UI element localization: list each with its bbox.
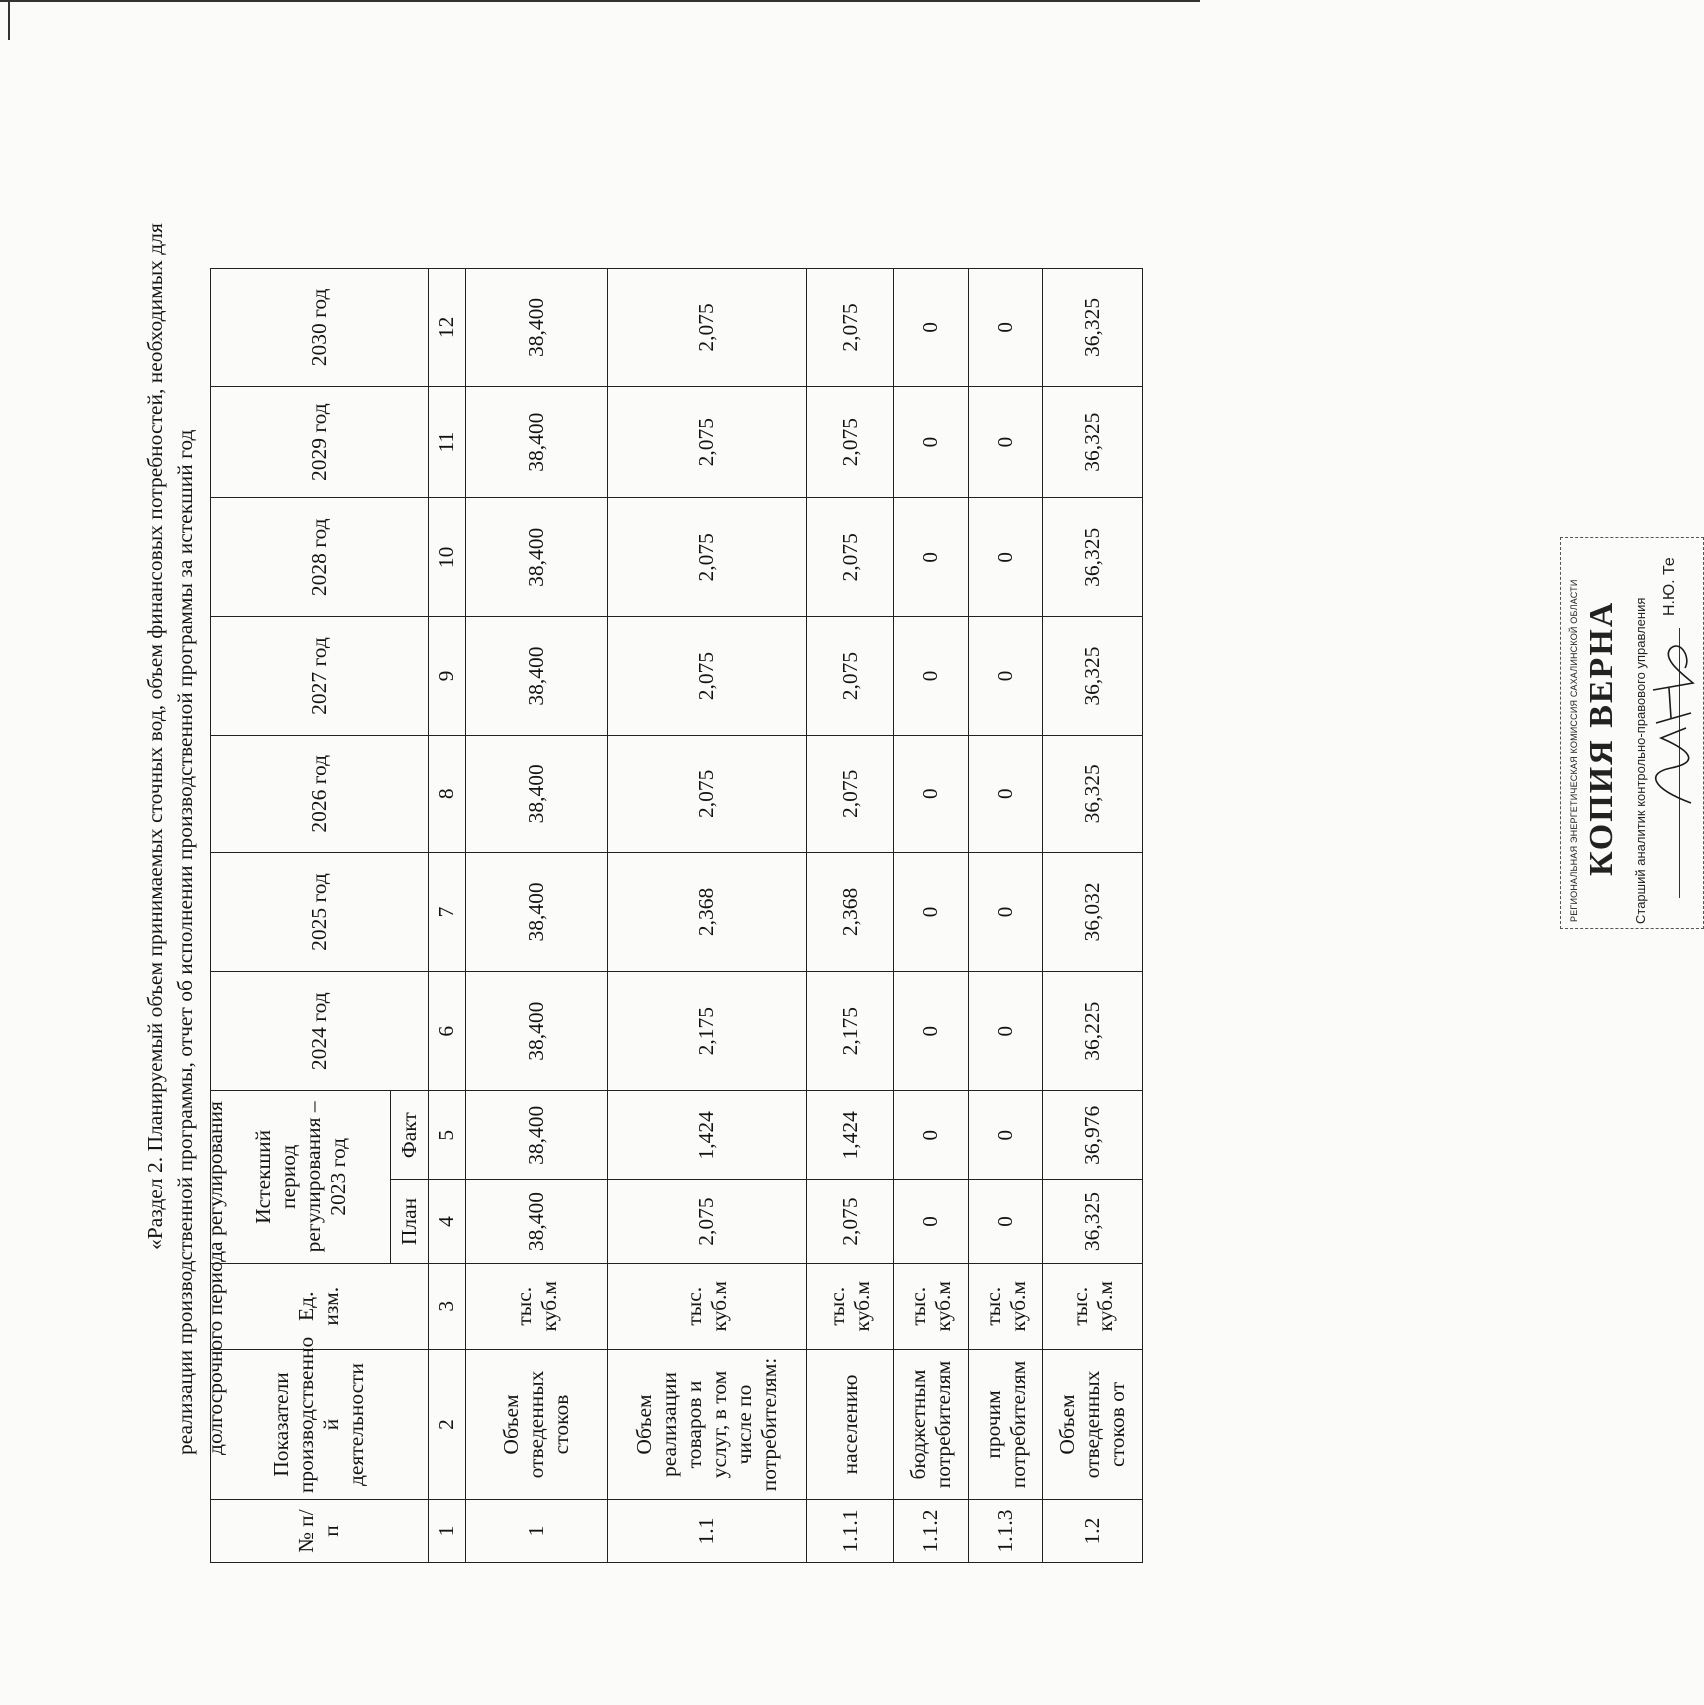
row-value: 2,175: [607, 972, 806, 1091]
col-number: 4: [428, 1180, 465, 1263]
row-value: 0: [894, 386, 969, 498]
heading-line-2: реализации производственной программы, отчет об исполнении производственной программы за истекший год: [173, 429, 197, 1455]
stamp-org: РЕГИОНАЛЬНАЯ ЭНЕРГЕТИЧЕСКАЯ КОМИССИЯ САХАЛИНСКОЙ ОБЛАСТИ: [1569, 579, 1579, 922]
row-value: 0: [968, 972, 1043, 1091]
column-numbers-row: [428, 269, 465, 1563]
row-value: 38,400: [466, 498, 608, 617]
col-number: 2: [428, 1349, 465, 1499]
row-value: 36,325: [1043, 1180, 1143, 1263]
col-number: 8: [428, 735, 465, 852]
row-indicator: бюджетным потребителям: [894, 1349, 969, 1499]
table-body: [466, 269, 1143, 1563]
stamp-name: Н.Ю. Те: [1661, 557, 1678, 616]
header-indicator: Показатели производственно й деятельности: [211, 1349, 429, 1499]
row-value: 2,075: [607, 1180, 806, 1263]
row-value: 36,225: [1043, 972, 1143, 1091]
row-value: 36,976: [1043, 1091, 1143, 1180]
signature-icon: [1641, 628, 1701, 808]
certification-stamp: [1560, 537, 1704, 929]
stamp-title: КОПИЯ ВЕРНА: [1583, 600, 1620, 876]
row-value: 38,400: [466, 1091, 608, 1180]
col-number: 7: [428, 852, 465, 972]
row-num: 1.1.1: [807, 1500, 894, 1563]
header-num: № п/п: [211, 1500, 429, 1563]
header-2029: 2029 год: [211, 386, 429, 498]
row-value: 0: [968, 386, 1043, 498]
row-value: 0: [968, 269, 1043, 387]
row-value: 0: [968, 735, 1043, 852]
row-value: 2,075: [807, 269, 894, 387]
col-number: 5: [428, 1091, 465, 1180]
row-value: 2,368: [607, 852, 806, 972]
header-past-period: Истекший период регулирования – 2023 год: [211, 1091, 391, 1264]
header-2028: 2028 год: [211, 498, 429, 617]
row-value: 1,424: [607, 1091, 806, 1180]
header-fact: Факт: [391, 1091, 428, 1180]
row-value: 2,075: [607, 617, 806, 736]
row-value: 0: [968, 617, 1043, 736]
table-row: [607, 269, 806, 1563]
row-unit: тыс. куб.м: [607, 1263, 806, 1349]
row-value: 2,075: [807, 617, 894, 736]
col-number: 9: [428, 617, 465, 736]
row-indicator: прочим потребителям: [968, 1349, 1043, 1499]
row-unit: тыс. куб.м: [968, 1263, 1043, 1349]
header-2025: 2025 год: [211, 852, 429, 972]
row-value: 2,075: [807, 498, 894, 617]
row-value: 0: [894, 269, 969, 387]
row-value: 1,424: [807, 1091, 894, 1180]
header-2024: 2024 год: [211, 972, 429, 1091]
col-number: 10: [428, 498, 465, 617]
row-value: 38,400: [466, 617, 608, 736]
row-value: 36,032: [1043, 852, 1143, 972]
row-value: 0: [968, 1180, 1043, 1263]
col-number: 3: [428, 1263, 465, 1349]
header-unit: Ед. изм.: [211, 1263, 429, 1349]
col-number: 1: [428, 1500, 465, 1563]
row-value: 0: [894, 498, 969, 617]
row-unit: тыс. куб.м: [466, 1263, 608, 1349]
row-indicator: Объем отведенных стоков от: [1043, 1349, 1143, 1499]
row-value: 0: [968, 852, 1043, 972]
row-value: 2,075: [607, 735, 806, 852]
row-value: 0: [894, 617, 969, 736]
row-value: 0: [968, 1091, 1043, 1180]
production-program-table: [210, 268, 1143, 1563]
table-row: [1043, 269, 1143, 1563]
header-row: [211, 269, 391, 1563]
row-value: 36,325: [1043, 386, 1143, 498]
row-num: 1.1.3: [968, 1500, 1043, 1563]
header-plan: План: [391, 1180, 428, 1263]
row-value: 2,175: [807, 972, 894, 1091]
row-value: 38,400: [466, 735, 608, 852]
stamp-position: Старший аналитик контрольно-правового управления: [1633, 597, 1648, 924]
col-number: 12: [428, 269, 465, 387]
table-row: [807, 269, 894, 1563]
table-row: [968, 269, 1043, 1563]
col-number: 6: [428, 972, 465, 1091]
row-unit: тыс. куб.м: [1043, 1263, 1143, 1349]
row-value: 2,075: [607, 269, 806, 387]
row-unit: тыс. куб.м: [894, 1263, 969, 1349]
row-indicator: населению: [807, 1349, 894, 1499]
row-value: 38,400: [466, 852, 608, 972]
header-2026: 2026 год: [211, 735, 429, 852]
row-indicator: Объем отведенных стоков: [466, 1349, 608, 1499]
row-value: 2,075: [807, 735, 894, 852]
table-row: [894, 269, 969, 1563]
row-value: 38,400: [466, 386, 608, 498]
row-num: 1: [466, 1500, 608, 1563]
row-value: 2,075: [607, 386, 806, 498]
heading-line-3: долгосрочного периода регулирования: [203, 1101, 227, 1455]
row-value: 2,075: [807, 386, 894, 498]
row-value: 36,325: [1043, 269, 1143, 387]
heading-line-1: «Раздел 2. Планируемый объем принимаемых сточных вод, объем финансовых потребностей, необходимых для: [143, 223, 167, 1250]
row-value: 0: [894, 735, 969, 852]
table-row: [466, 269, 608, 1563]
row-value: 38,400: [466, 269, 608, 387]
row-value: 0: [894, 1180, 969, 1263]
row-value: 0: [894, 1091, 969, 1180]
row-num: 1.2: [1043, 1500, 1143, 1563]
row-unit: тыс. куб.м: [807, 1263, 894, 1349]
row-value: 36,325: [1043, 617, 1143, 736]
header-2027: 2027 год: [211, 617, 429, 736]
header-2030: 2030 год: [211, 269, 429, 387]
row-num: 1.1.2: [894, 1500, 969, 1563]
row-value: 2,368: [807, 852, 894, 972]
row-indicator: Объем реализации товаров и услуг, в том числе по потребителям:: [607, 1349, 806, 1499]
row-value: 2,075: [807, 1180, 894, 1263]
row-num: 1.1: [607, 1500, 806, 1563]
row-value: 38,400: [466, 1180, 608, 1263]
row-value: 0: [894, 972, 969, 1091]
row-value: 2,075: [607, 498, 806, 617]
row-value: 0: [894, 852, 969, 972]
row-value: 38,400: [466, 972, 608, 1091]
row-value: 36,325: [1043, 735, 1143, 852]
row-value: 0: [968, 498, 1043, 617]
row-value: 36,325: [1043, 498, 1143, 617]
col-number: 11: [428, 386, 465, 498]
